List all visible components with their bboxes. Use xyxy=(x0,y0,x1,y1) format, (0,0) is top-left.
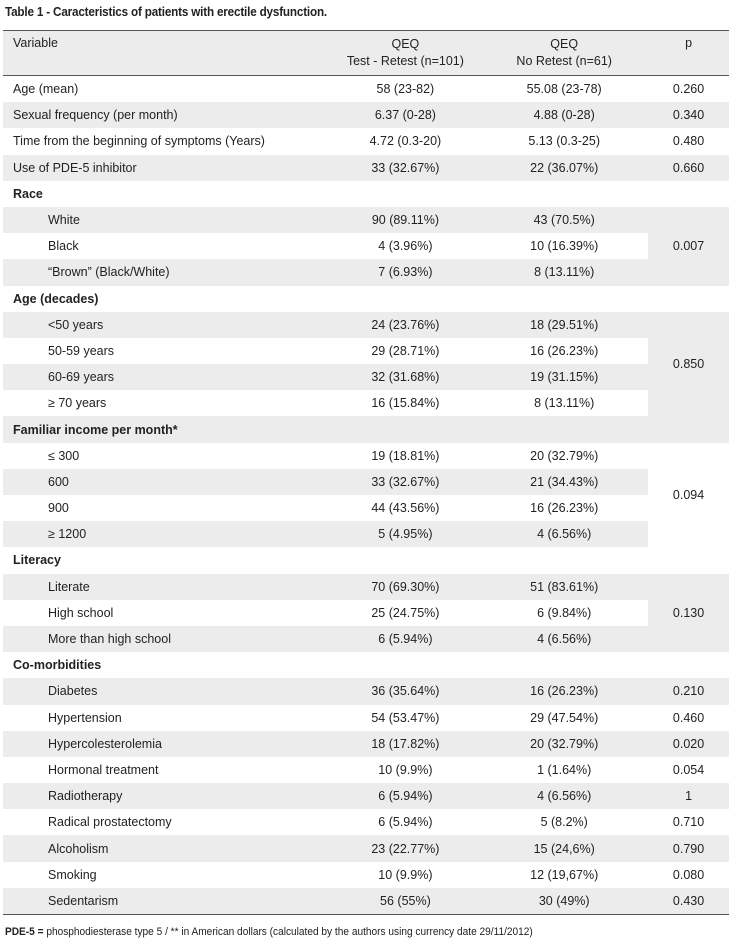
row-noretest-value: 1 (1.64%) xyxy=(537,762,592,777)
row-noretest-value: 5 (8.2%) xyxy=(540,815,588,830)
table-row xyxy=(3,600,729,626)
row-label: “Brown” (Black/White) xyxy=(48,265,170,280)
row-noretest-value: 55.08 (23-78) xyxy=(526,82,602,97)
row-label: Use of PDE-5 inhibitor xyxy=(13,160,137,175)
row-label: ≥ 70 years xyxy=(48,396,107,411)
table-row xyxy=(3,521,729,547)
row-label: White xyxy=(48,213,80,228)
row-noretest-value: 16 (26.23%) xyxy=(530,501,599,516)
row-test-value: 29 (28.71%) xyxy=(371,343,440,358)
table-row xyxy=(3,495,729,521)
row-label: Age (mean) xyxy=(13,82,79,97)
row-test-value: 25 (24.75%) xyxy=(371,605,440,620)
row-label: ≤ 300 xyxy=(48,448,80,463)
row-noretest-value: 29 (47.54%) xyxy=(530,710,599,725)
row-noretest-value: 43 (70.5%) xyxy=(533,213,595,228)
table-row xyxy=(3,233,729,259)
table-row xyxy=(3,888,729,915)
group-label: Co-morbidities xyxy=(13,658,102,673)
header-noretest-line1: QEQ xyxy=(550,37,579,51)
row-label: Sexual frequency (per month) xyxy=(13,108,178,123)
group-p-value: 0.094 xyxy=(672,488,705,502)
table-footnote xyxy=(5,926,533,938)
table-row xyxy=(3,626,729,652)
row-label: <50 years xyxy=(48,317,104,332)
row-p-value: 0.020 xyxy=(672,736,705,751)
row-label: Diabetes xyxy=(48,684,98,699)
row-noretest-value: 16 (26.23%) xyxy=(530,343,599,358)
row-test-value: 90 (89.11%) xyxy=(371,213,439,228)
row-noretest-value: 8 (13.11%) xyxy=(534,265,595,280)
group-p-value: 0.007 xyxy=(672,239,705,254)
row-noretest-value: 30 (49%) xyxy=(480,888,648,915)
table-row xyxy=(3,338,729,364)
row-test-value: 6 (5.94%) xyxy=(378,815,433,830)
table-header-row xyxy=(3,31,729,76)
row-noretest-value: 4 (6.56%) xyxy=(537,632,592,647)
row-label: More than high school xyxy=(48,632,171,647)
row-test-value: 23 (22.77%) xyxy=(371,841,440,856)
row-p-value: 0.210 xyxy=(672,684,705,699)
row-noretest-value: 12 (19,67%) xyxy=(530,867,599,882)
group-label: Age (decades) xyxy=(13,291,99,306)
table-row xyxy=(3,443,729,469)
row-test-value: 24 (23.76%) xyxy=(371,317,440,332)
table-row xyxy=(3,364,729,390)
row-noretest-value: 8 (13.11%) xyxy=(534,396,595,411)
row-test-value: 18 (17.82%) xyxy=(371,736,440,751)
row-test-value: 6 (5.94%) xyxy=(378,632,433,647)
row-noretest-value: 10 (16.39%) xyxy=(530,239,599,254)
table-row xyxy=(3,835,729,861)
header-noretest-line2: No Retest (n=61) xyxy=(516,54,612,68)
row-label: Hypercolesterolemia xyxy=(48,736,162,751)
table-row xyxy=(3,155,729,181)
row-p-value: 0.430 xyxy=(648,888,729,915)
row-test-value: 70 (69.30%) xyxy=(371,579,440,594)
row-test-value: 6.37 (0-28) xyxy=(374,108,436,123)
row-label: Hormonal treatment xyxy=(48,762,159,777)
row-p-value: 0.080 xyxy=(672,867,705,882)
header-no-retest xyxy=(480,31,648,76)
row-p-value: 0.460 xyxy=(672,710,705,725)
row-noretest-value: 6 (9.84%) xyxy=(537,605,592,620)
row-test-value: 10 (9.9%) xyxy=(378,762,433,777)
header-test-line2: Test - Retest (n=101) xyxy=(346,54,464,68)
table-row xyxy=(3,783,729,809)
group-header-race xyxy=(3,181,729,207)
row-p-value: 0.054 xyxy=(672,762,705,777)
row-label: Black xyxy=(48,239,79,254)
row-label: Alcoholism xyxy=(48,841,109,856)
table-row xyxy=(3,678,729,704)
row-label: Time from the beginning of symptoms (Years) xyxy=(13,134,265,149)
group-header-literacy xyxy=(3,547,729,573)
footnote-abbrev: PDE-5 = xyxy=(5,926,44,938)
table-row xyxy=(3,390,729,416)
row-noretest-value: 22 (36.07%) xyxy=(530,160,599,175)
row-label: 900 xyxy=(48,501,69,516)
row-label: 50-59 years xyxy=(48,343,115,358)
row-test-value: 32 (31.68%) xyxy=(371,370,440,385)
table-row xyxy=(3,757,729,783)
group-header-age xyxy=(3,286,729,312)
row-test-value: 36 (35.64%) xyxy=(371,684,440,699)
header-test-retest xyxy=(331,31,481,76)
row-test-value: 54 (53.47%) xyxy=(371,710,440,725)
table-row xyxy=(3,731,729,757)
row-label: Radiotherapy xyxy=(48,789,123,804)
row-test-value: 44 (43.56%) xyxy=(371,501,440,516)
row-label: Smoking xyxy=(48,867,97,882)
table-row xyxy=(3,574,729,600)
table-row xyxy=(3,705,729,731)
row-label: Hypertension xyxy=(48,710,122,725)
row-test-value: 5 (4.95%) xyxy=(378,527,433,542)
row-p-value: 0.260 xyxy=(672,82,705,97)
row-noretest-value: 4 (6.56%) xyxy=(537,789,592,804)
header-p-value: p xyxy=(648,31,729,76)
table-row xyxy=(3,128,729,154)
row-noretest-value: 15 (24,6%) xyxy=(533,841,595,856)
row-test-value: 4 (3.96%) xyxy=(378,239,433,254)
table-row xyxy=(3,259,729,285)
group-header-income xyxy=(3,416,729,442)
group-p-value: 0.130 xyxy=(672,605,705,620)
row-test-value: 10 (9.9%) xyxy=(378,867,433,882)
table-row xyxy=(3,809,729,835)
row-label: 60-69 years xyxy=(48,370,115,385)
row-p-value: 0.790 xyxy=(672,841,705,856)
group-header-comorbidities xyxy=(3,652,729,678)
row-label: High school xyxy=(48,605,114,620)
table-row xyxy=(3,102,729,128)
row-label: 600 xyxy=(48,474,69,489)
group-label: Literacy xyxy=(13,553,61,568)
row-label: Radical prostatectomy xyxy=(48,815,172,830)
row-noretest-value: 4.88 (0-28) xyxy=(533,108,595,123)
footnote-text: phosphodiesterase type 5 / ** in American dollars (calculated by the authors using currency date 29/11/2012) xyxy=(43,926,533,938)
patient-characteristics-table xyxy=(3,30,729,915)
row-test-value: 6 (5.94%) xyxy=(378,789,433,804)
row-test-value: 7 (6.93%) xyxy=(378,265,433,280)
row-test-value: 33 (32.67%) xyxy=(371,474,440,489)
row-test-value: 19 (18.81%) xyxy=(371,448,440,463)
row-test-value: 33 (32.67%) xyxy=(371,160,440,175)
row-label: Literate xyxy=(48,579,90,594)
row-p-value: 0.340 xyxy=(672,108,705,123)
group-p-value: 0.850 xyxy=(672,357,705,372)
row-noretest-value: 51 (83.61%) xyxy=(530,579,599,594)
row-p-value: 0.480 xyxy=(672,134,705,149)
row-label: ≥ 1200 xyxy=(48,527,87,542)
row-p-value: 1 xyxy=(685,789,693,804)
row-label: Sedentarism xyxy=(3,888,331,915)
row-test-value: 4.72 (0.3-20) xyxy=(369,134,442,149)
row-noretest-value: 18 (29.51%) xyxy=(530,317,599,332)
row-noretest-value: 21 (34.43%) xyxy=(530,474,599,489)
row-test-value: 56 (55%) xyxy=(331,888,481,915)
row-test-value: 58 (23-82) xyxy=(376,82,435,97)
header-variable: Variable xyxy=(3,31,331,76)
row-noretest-value: 16 (26.23%) xyxy=(530,684,599,699)
group-label: Familiar income per month* xyxy=(13,422,178,437)
table-row xyxy=(3,469,729,495)
row-noretest-value: 20 (32.79%) xyxy=(530,736,599,751)
table-title: Table 1 - Caracteristics of patients with erectile dysfunction. xyxy=(5,4,327,19)
group-label: Race xyxy=(13,186,43,201)
row-noretest-value: 4 (6.56%) xyxy=(537,527,592,542)
row-p-value: 0.710 xyxy=(672,815,705,830)
table-row xyxy=(3,207,729,233)
header-test-line1: QEQ xyxy=(391,37,420,51)
table-row xyxy=(3,76,729,103)
table-row xyxy=(3,312,729,338)
row-p-value: 0.660 xyxy=(672,160,705,175)
table-row xyxy=(3,862,729,888)
row-test-value: 16 (15.84%) xyxy=(371,396,440,411)
row-noretest-value: 19 (31.15%) xyxy=(530,370,599,385)
row-noretest-value: 5.13 (0.3-25) xyxy=(528,134,600,149)
row-noretest-value: 20 (32.79%) xyxy=(530,448,599,463)
